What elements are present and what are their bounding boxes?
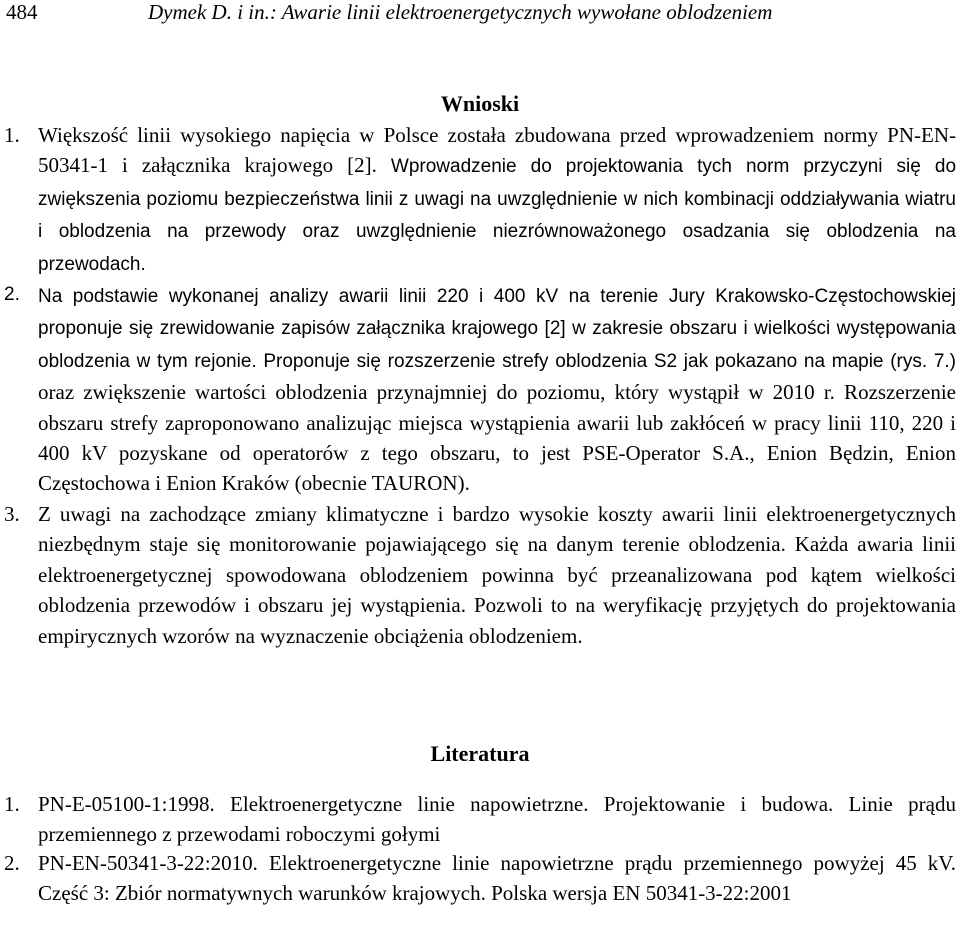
conclusion-number: 3. [4, 501, 20, 526]
page-number: 484 [6, 0, 38, 24]
conclusion-text: Z uwagi na zachodzące zmiany klimatyczne i bardzo wysokie koszty awarii linii elektroenergetycznych niezbędnym staje się monitorowanie pojawiającego się na danym terenie oblodzenia. Każda awaria linii elektroenergetycznej spowodowana oblodzeniem powinna być przeanalizowana pod kątem wielkości oblodzenia przewodów i obszaru jej wystąpienia. Pozwoli to na weryfikację przyjętych do projektowania empirycznych wzorów na wyznaczenie obciążenia oblodzeniem. [38, 501, 956, 648]
conclusions-list [4, 120, 956, 651]
running-header [6, 0, 946, 24]
conclusions-heading: Wnioski [440, 91, 520, 116]
conclusion-item [4, 280, 956, 499]
running-header-title: Dymek D. i in.: Awarie linii elektroenergetycznych wywołane oblodzeniem [148, 0, 773, 24]
conclusion-number: 2. [4, 284, 20, 306]
references-list [4, 790, 956, 908]
reference-number: 1. [4, 792, 20, 816]
conclusion-item [4, 499, 956, 651]
conclusion-text: Proponuje się rozszerzenie strefy oblodzenia S2 jak pokazano na mapie (rys. 7.) [263, 350, 957, 372]
reference-number: 2. [4, 851, 20, 875]
reference-text: PN-EN-50341-3-22:2010. Elektroenergetyczne linie napowietrzne prądu przemiennego powyżej 45 kV. Część 3: Zbiór normatywnych warunków krajowych. Polska wersja EN 50341-3-22:2001 [38, 851, 956, 905]
conclusion-text: Na podstawie wykonanej analizy awarii linii 220 i 400 kV na terenie Jury Krakowsko-Częstochowskiej proponuje się zrewidowanie zapisów załącznika krajowego [2] w zakresie obszaru i wielkości występowania oblodzenia w tym rejonie. [38, 286, 956, 372]
references-heading: Literatura [430, 741, 530, 766]
conclusion-text: oraz zwiększenie wartości oblodzenia przynajmniej do poziomu, który wystąpił w 2010 r. Rozszerzenie obszaru strefy zaproponowano analizując miejsca wystąpienia awarii lub zakłóceń w pracy linii 110, 220 i 400 kV pozyskane od operatorów z tego obszaru, to jest PSE-Operator S.A., Enion Będzin, Enion Częstochowa i Enion Kraków (obecnie TAURON). [38, 380, 956, 496]
conclusion-item [4, 120, 956, 280]
reference-item [4, 790, 956, 849]
conclusion-text: Większość linii wysokiego napięcia w Polsce została zbudowana przed wprowadzeniem normy PN-EN-50341-1 i załącznika krajowego [2]. [38, 123, 956, 178]
reference-item [4, 849, 956, 908]
reference-text: PN-E-05100-1:1998. Elektroenergetyczne linie napowietrzne. Projektowanie i budowa. Linie prądu przemiennego z przewodami roboczymi gołymi [38, 792, 956, 846]
conclusion-number: 1. [4, 123, 20, 147]
conclusion-text: Wprowadzenie do projektowania tych norm przyczyni się do zwiększenia poziomu bezpieczeństwa linii z uwagi na uwzględnienie w nich kombinacji oddziaływania wiatru i oblodzenia na przewody oraz uwzględnienie niezrównoważonego osadzania się oblodzenia na przewodach. [38, 156, 957, 275]
